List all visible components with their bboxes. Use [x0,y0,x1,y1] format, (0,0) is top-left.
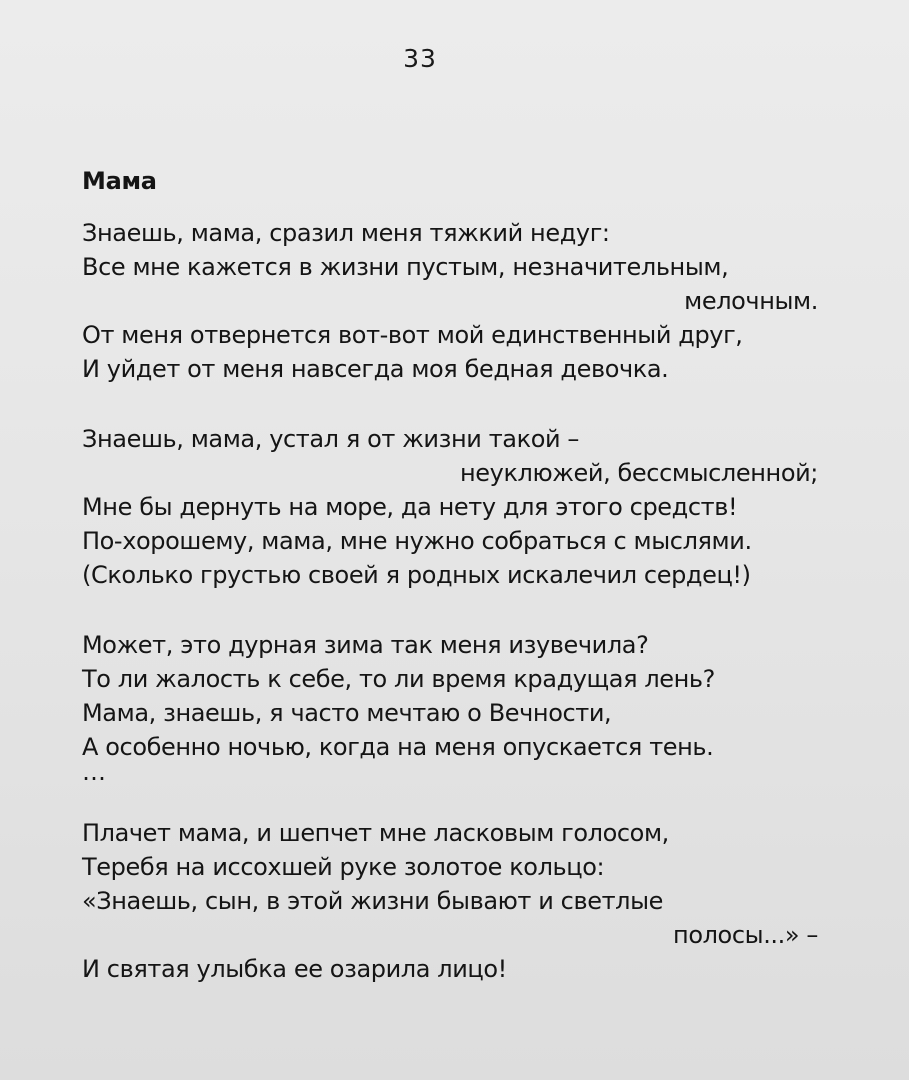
poem-line: Мне бы дернуть на море, да нету для этого средств! [82,493,738,521]
poem-line: «Знаешь, сын, в этой жизни бывают и светлые [82,887,664,915]
page-number: 33 [403,44,437,73]
poem-line: От меня отвернется вот-вот мой единственный друг, [82,321,743,349]
stanza-1 [82,216,818,386]
poem-line-continuation: мелочным. [684,287,818,315]
poem-line: Все мне кажется в жизни пустым, незначительным, [82,253,729,281]
poem-title: Мама [82,167,157,195]
poem-line: А особенно ночью, когда на меня опускается тень. [82,733,714,761]
stanza-2 [82,422,818,592]
stanza-3 [82,628,818,764]
poem-line: (Сколько грустью своей я родных искалечил сердец!) [82,561,751,589]
poem-line: Знаешь, мама, сразил меня тяжкий недуг: [82,219,610,247]
poem-line: По-хорошему, мама, мне нужно собраться с мыслями. [82,527,752,555]
poem-line: То ли жалость к себе, то ли время крадущая лень? [82,665,716,693]
poem-line: Мама, знаешь, я часто мечтаю о Вечности, [82,699,612,727]
poem-line: Знаешь, мама, устал я от жизни такой – [82,425,580,453]
poem-line: И святая улыбка ее озарила лицо! [82,955,507,983]
poem-line-continuation: неуклюжей, бессмысленной; [459,459,818,487]
stanza-ellipsis: … [82,758,106,786]
stanza-4 [82,816,818,986]
poem-line: Может, это дурная зима так меня изувечила? [82,631,649,659]
poem-line: Плачет мама, и шепчет мне ласковым голосом, [82,819,669,847]
poem-line: И уйдет от меня навсегда моя бедная девочка. [82,355,669,383]
poem [82,163,818,1022]
poem-line: Теребя на иссохшей руке золотое кольцо: [82,853,605,881]
poem-line-continuation: полосы...» – [673,921,818,949]
